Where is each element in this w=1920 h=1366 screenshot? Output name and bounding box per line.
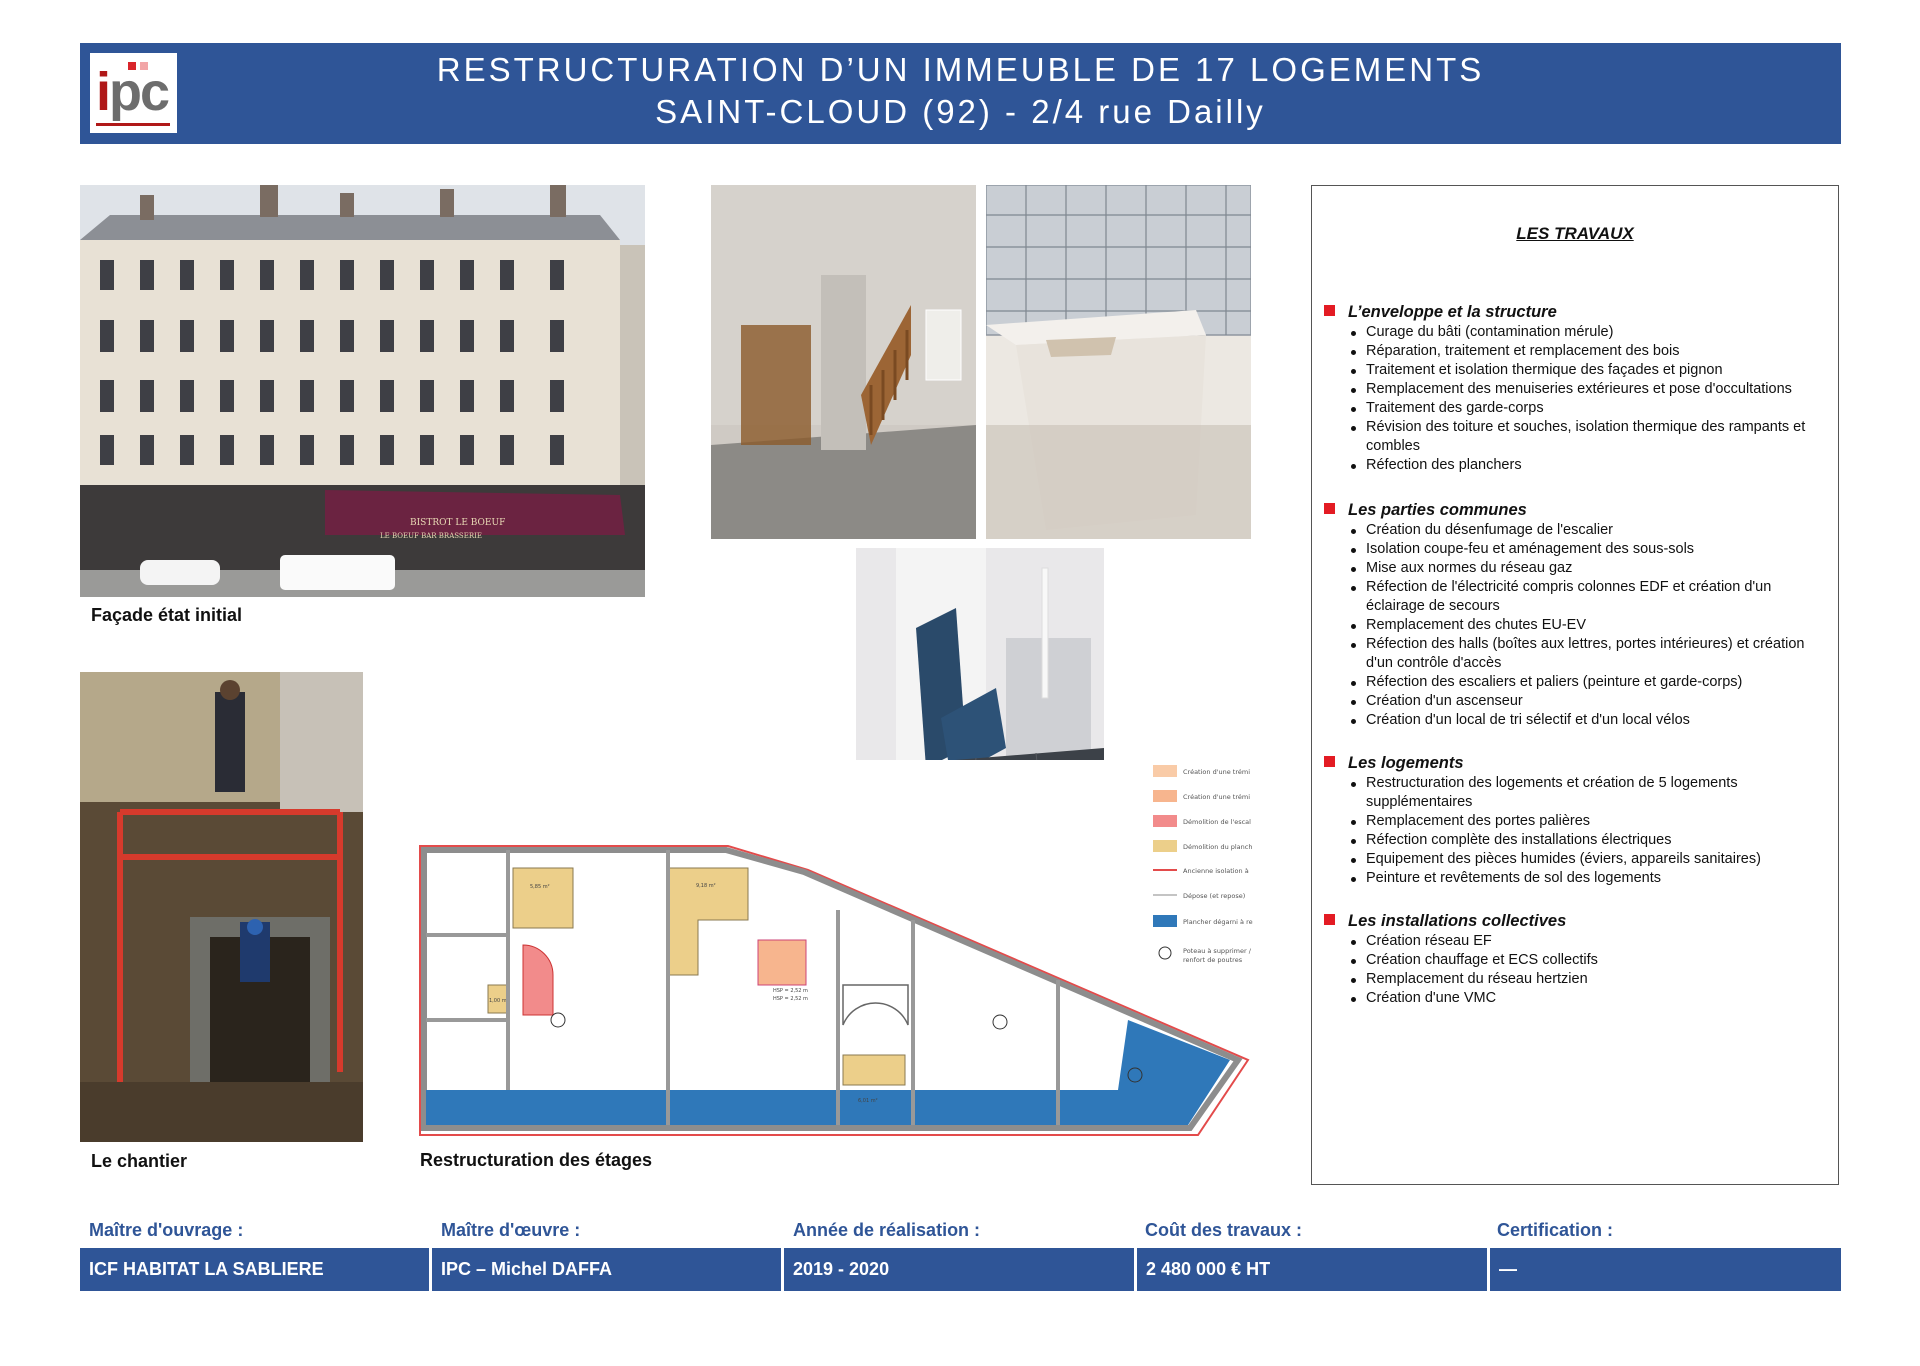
- plan-caption: Restructuration des étages: [420, 1150, 653, 1170]
- list-item: Mise aux normes du réseau gaz: [1366, 559, 1832, 578]
- footer-label-maitre-oeuvre: Maître d'œuvre :: [441, 1220, 581, 1240]
- svg-text:Dépose (et repose): Dépose (et repose): [1183, 892, 1246, 900]
- svg-text:Démolition de l'escal: Démolition de l'escal: [1183, 818, 1251, 826]
- list-item: Création réseau EF: [1366, 932, 1832, 951]
- list-item: Remplacement des portes palières: [1366, 812, 1832, 831]
- travaux-panel: [1311, 185, 1839, 1185]
- section-parties-communes: [1322, 501, 1832, 730]
- list-item: Curage du bâti (contamination mérule): [1366, 323, 1832, 342]
- section-heading: Les installations collectives: [1322, 912, 1832, 932]
- list-item: Peinture et revêtements de sol des logements: [1366, 869, 1832, 888]
- section-enveloppe: [1322, 303, 1832, 475]
- list-item: Révision des toiture et souches, isolation thermique des rampants et combles: [1366, 418, 1832, 456]
- list-item: Remplacement des menuiseries extérieures et pose d'occultations: [1366, 380, 1832, 399]
- list-item: Création chauffage et ECS collectifs: [1366, 951, 1832, 970]
- list-item: Traitement et isolation thermique des façades et pignon: [1366, 361, 1832, 380]
- item-list: [1322, 932, 1832, 1008]
- list-item: Réfection des planchers: [1366, 456, 1832, 475]
- floor-plan: [418, 760, 1260, 1140]
- svg-text:Démolition du planch: Démolition du planch: [1183, 843, 1253, 851]
- footer-value-annee: 2019 - 2020: [784, 1248, 1134, 1291]
- list-item: Isolation coupe-feu et aménagement des sous-sols: [1366, 540, 1832, 559]
- section-heading: Les logements: [1322, 754, 1832, 774]
- red-square-icon: [1324, 756, 1335, 767]
- item-list: [1322, 521, 1832, 730]
- travaux-title: LES TRAVAUX: [1516, 224, 1634, 243]
- footer-value-maitre-oeuvre: IPC – Michel DAFFA: [432, 1248, 781, 1291]
- footer-value-maitre-ouvrage: ICF HABITAT LA SABLIERE: [80, 1248, 429, 1291]
- svg-text:Poteau à supprimer /: Poteau à supprimer /: [1183, 947, 1251, 955]
- logo-text: ipc: [96, 62, 169, 122]
- chantier-photo: [80, 672, 363, 1142]
- list-item: Création d'une VMC: [1366, 989, 1832, 1008]
- section-installations: [1322, 912, 1832, 1008]
- chantier-caption: Le chantier: [91, 1151, 188, 1171]
- facade-sign: LE BOEUF BAR BRASSERIE: [380, 532, 482, 540]
- red-square-icon: [1324, 914, 1335, 925]
- list-item: Equipement des pièces humides (éviers, appareils sanitaires): [1366, 850, 1832, 869]
- hsp-label: HSP = 2,52 m: [773, 996, 808, 1002]
- hsp-label: HSP = 2,52 m: [773, 988, 808, 994]
- section-heading: Les parties communes: [1322, 501, 1832, 521]
- list-item: Remplacement du réseau hertzien: [1366, 970, 1832, 989]
- list-item: Remplacement des chutes EU-EV: [1366, 616, 1832, 635]
- section-logements: [1322, 754, 1832, 888]
- footer-label-cout: Coût des travaux :: [1145, 1220, 1303, 1240]
- staircase-photo: [711, 185, 976, 539]
- svg-text:Ancienne isolation à: Ancienne isolation à: [1183, 867, 1249, 875]
- footer-label-certification: Certification :: [1497, 1220, 1614, 1240]
- room-area-label: 5,85 m²: [530, 884, 550, 890]
- room-area-label: 6,01 m²: [858, 1098, 878, 1104]
- svg-text:renfort de poutres: renfort de poutres: [1183, 956, 1243, 964]
- footer-label-maitre-ouvrage: Maître d'ouvrage :: [89, 1220, 244, 1240]
- list-item: Réfection de l'électricité compris colonnes EDF et création d'un éclairage de secours: [1366, 578, 1832, 616]
- footer-value-certification: —: [1490, 1248, 1841, 1291]
- list-item: Création d'un local de tri sélectif et d'un local vélos: [1366, 711, 1832, 730]
- footer-label-annee: Année de réalisation :: [793, 1220, 981, 1240]
- facade-photo: [80, 185, 645, 597]
- list-item: Création d'un ascenseur: [1366, 692, 1832, 711]
- svg-text:Plancher dégarni à re: Plancher dégarni à re: [1183, 918, 1253, 926]
- list-item: Réparation, traitement et remplacement des bois: [1366, 342, 1832, 361]
- red-square-icon: [1324, 503, 1335, 514]
- red-square-icon: [1324, 305, 1335, 316]
- svg-text:Création d'une trémi: Création d'une trémi: [1183, 768, 1250, 776]
- list-item: Réfection des halls (boîtes aux lettres, portes intérieures) et création d'un contrôle d'accès: [1366, 635, 1832, 673]
- page-subtitle: SAINT-CLOUD (92) - 2/4 rue Dailly: [655, 93, 1266, 130]
- page-title: RESTRUCTURATION D’UN IMMEUBLE DE 17 LOGEMENTS: [436, 51, 1485, 88]
- room-area-label: 9,18 m²: [696, 883, 716, 889]
- room-area-label: 1,00 m²: [489, 998, 509, 1004]
- list-item: Réfection complète des installations électriques: [1366, 831, 1832, 850]
- footer-value-cout: 2 480 000 € HT: [1137, 1248, 1487, 1291]
- section-heading: L’enveloppe et la structure: [1322, 303, 1832, 323]
- item-list: [1322, 323, 1832, 475]
- kitchen-photo: [986, 185, 1251, 539]
- list-item: Création du désenfumage de l'escalier: [1366, 521, 1832, 540]
- list-item: Réfection des escaliers et paliers (peinture et garde-corps): [1366, 673, 1832, 692]
- list-item: Restructuration des logements et création de 5 logements supplémentaires: [1366, 774, 1832, 812]
- item-list: [1322, 774, 1832, 888]
- list-item: Traitement des garde-corps: [1366, 399, 1832, 418]
- svg-text:Création d'une trémi: Création d'une trémi: [1183, 793, 1250, 801]
- facade-sign: BISTROT LE BOEUF: [410, 518, 506, 528]
- facade-caption: Façade état initial: [91, 605, 243, 625]
- header-banner: [80, 43, 1841, 144]
